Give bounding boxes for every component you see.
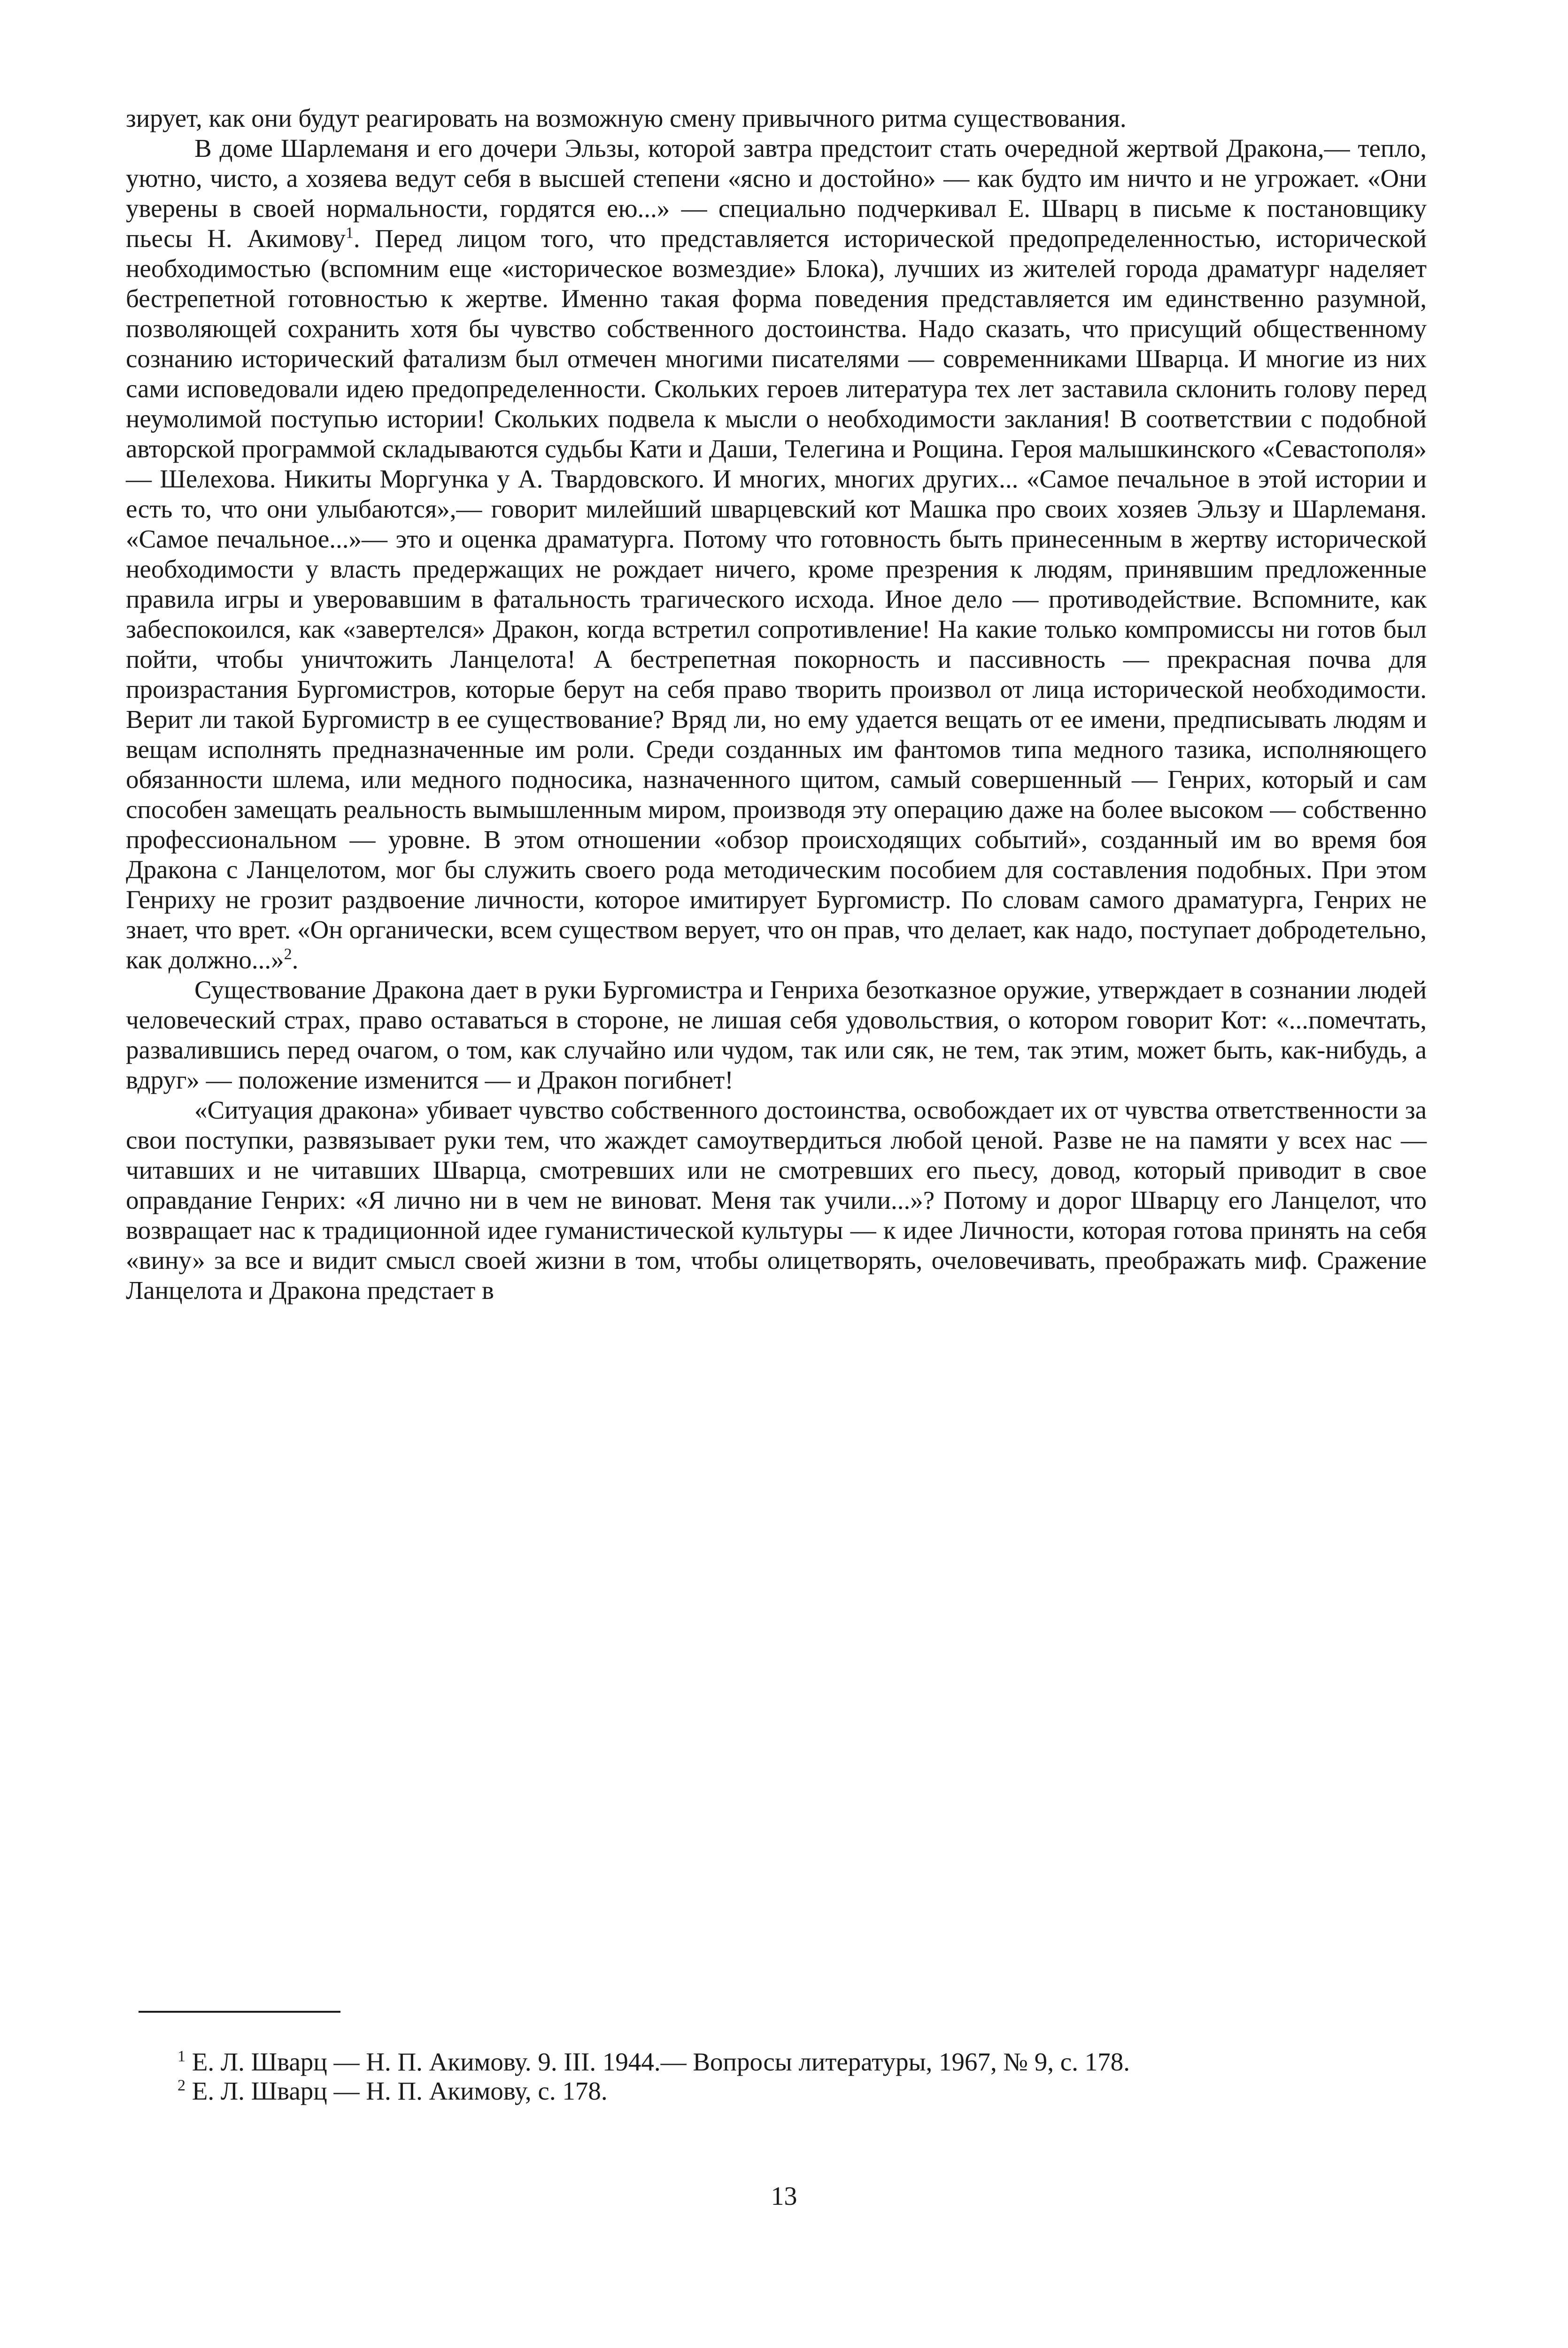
footnotes: [126, 2047, 1427, 2106]
paragraph-2-end: .: [292, 945, 299, 974]
page-number: 13: [771, 2182, 797, 2211]
paragraph-2-start: В доме Шарлеманя и его дочери Эльзы, которой завтра предстоит стать очередной жертвой Дракона,— тепло, уютно, чисто, а хозяева ведут себя в высшей степени «ясно и достойно» — как будто им ничто и не угрожает. «Они уверены в своей нормальности, гордятся ею...» — специально подчеркивал Е. Шварц в письме к постановщику пьесы Н. Акимову: [126, 134, 1427, 253]
paragraph-2: [126, 133, 1427, 975]
footnote-1-mark: 1: [178, 2047, 185, 2065]
footnote-ref-1: 1: [345, 224, 354, 242]
footnote-2-text: Е. Л. Шварц — Н. П. Акимову, с. 178.: [185, 2077, 608, 2105]
footnote-1: [126, 2047, 1427, 2077]
footnote-1-text: Е. Л. Шварц — Н. П. Акимову. 9. III. 1944.— Вопросы литературы, 1967, № 9, с. 178.: [185, 2047, 1130, 2076]
paragraph-3: Существование Дракона дает в руки Бургомистра и Генриха безотказное оружие, утверждает в сознании людей человеческий страх, право оставаться в стороне, не лишая себя удовольствия, о котором говорит Кот: «...помечтать, развалившись перед очагом, о том, как случайно или чудом, так или сяк, не тем, так этим, может быть, как-нибудь, а вдруг» — положение изменится — и Дракон погибнет!: [126, 975, 1427, 1094]
body-text: [126, 103, 1427, 1305]
paragraph-1: зирует, как они будут реагировать на возможную смену привычного ритма существования.: [126, 104, 1127, 132]
paragraph-2-rest: . Перед лицом того, что представляется исторической предопределенностью, исторической необходимостью (вспомним еще «историческое возмездие» Блока), лучших из жителей города драматург наделяет бестрепетной готовностью к жертве. Именно такая форма поведения представляется им единственно разумной, позволяющей сохранить хотя бы чувство собственного достоинства. Надо сказать, что присущий общественному сознанию исторический фатализм был отмечен многими писателями — современниками Шварца. И многие из них сами исповедовали идею предопределенности. Скольких героев литература тех лет заставила склонить голову перед неумолимой поступью истории! Скольких подвела к мысли о необходимости заклания! В соответствии с подобной авторской программой складываются судьбы Кати и Даши, Телегина и Рощина. Героя малышкинского «Севастополя» — Шелехова. Никиты Моргунка у А. Твардовского. И многих, многих других... «Самое печальное в этой истории и есть то, что они улыбаются»,— говорит милейший шварцевский кот Машка про своих хозяев Эльзу и Шарлеманя. «Самое печальное...»— это и оценка драматурга. Потому что готовность быть принесенным в жертву исторической необходимости у власть предержащих не рождает ничего, кроме презрения к людям, принявшим предложенные правила игры и уверовавшим в фатальность трагического исхода. Иное дело — противодействие. Вспомните, как забеспокоился, как «завертелся» Дракон, когда встретил сопротивление! На какие только компромиссы ни готов был пойти, чтобы уничтожить Ланцелота! А бестрепетная покорность и пассивность — прекрасная почва для произрастания Бургомистров, которые берут на себя право творить произвол от лица исторической необходимости. Верит ли такой Бургомистр в ее существование? Вряд ли, но ему удается вещать от ее имени, предписывать людям и вещам исполнять предназначенные им роли. Среди созданных им фантомов типа медного тазика, исполняющего обязанности шлема, или медного подносика, назначенного щитом, самый совершенный — Генрих, который и сам способен замещать реальность вымышленным миром, производя эту операцию даже на более высоком — собственно профессиональном — уровне. В этом отношении «обзор происходящих событий», созданный им во время боя Дракона с Ланцелотом, мог бы служить своего рода методическим пособием для составления подобных. При этом Генриху не грозит раздвоение личности, которое имитирует Бургомистр. По словам самого драматурга, Генрих не знает, что врет. «Он органически, всем существом верует, что он прав, что делает, как надо, поступает добродетельно, как должно...»: [126, 224, 1427, 974]
footnote-ref-2: 2: [284, 945, 292, 963]
footnote-2-mark: 2: [178, 2077, 185, 2094]
paragraph-4: «Ситуация дракона» убивает чувство собственного достоинства, освобождает их от чувства ответственности за свои поступки, развязывает руки тем, что жаждет самоутвердиться любой ценой. Разве не на памяти у всех нас — читавших и не читавших Шварца, смотревших или не смотревших его пьесу, довод, который приводит в свое оправдание Генрих: «Я лично ни в чем не виноват. Меня так учили...»? Потому и дорог Шварцу его Ланцелот, что возвращает нас к традиционной идее гуманистической культуры — к идее Личности, которая готова принять на себя «вину» за все и видит смысл своей жизни в том, чтобы олицетворять, очеловечивать, преображать миф. Сражение Ланцелота и Дракона предстает в: [126, 1096, 1427, 1305]
footnote-2: [126, 2077, 1427, 2106]
footnote-separator: [139, 2011, 340, 2013]
